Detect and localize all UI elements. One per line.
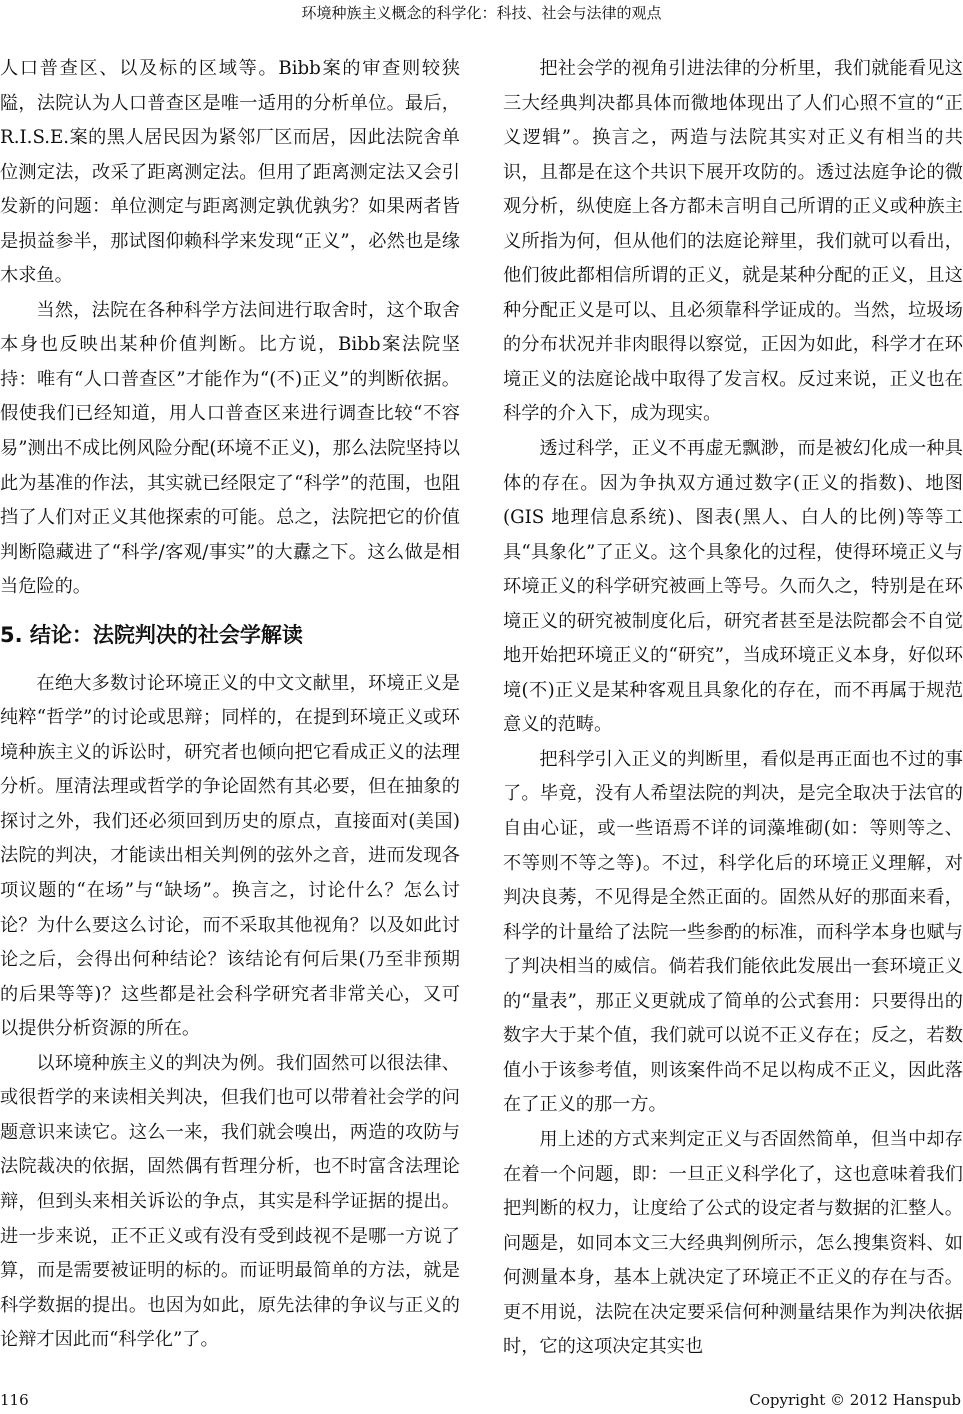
page-footer (0, 1390, 963, 1410)
paragraph: 把社会学的视角引进法律的分析里，我们就能看见这三大经典判决都具体而微地体现出了人们心照不宣的“正义逻辑”。换言之，两造与法院其实对正义有相当的共识，且都是在这个共识下展开攻防的。透过法庭争论的微观分析，纵使庭上各方都未言明自己所谓的正义或种族主义所指为何，但从他们的法庭论辩里，我们就可以看出，他们彼此都相信所谓的正义，就是某种分配的正义，且这种分配正义是可以、且必须靠科学证成的。当然，垃圾场的分布状况并非肉眼得以察觉，正因为如此，科学才在环境正义的法庭论战中取得了发言权。反过来说，正义也在科学的介入下，成为现实。 (503, 58, 963, 425)
section-heading: 5. 结论：法院判决的社会学解读 (0, 622, 303, 647)
paragraph: 以环境种族主义的判决为例。我们固然可以很法律、或很哲学的来读相关判决，但我们也可以带着社会学的问题意识来读它。这么一来，我们就会嗅出，两造的攻防与法院裁决的依据，固然偶有哲理分析，也不时富含法理论辩，但到头来相关诉讼的争点，其实是科学证据的提出。进一步来说，正不正义或有没有受到歧视不是哪一方说了算，而是需要被证明的标的。而证明最简单的方法，就是科学数据的提出。也因为如此，原先法律的争议与正义的论辩才因此而“科学化”了。 (0, 1052, 460, 1351)
page-number: 116 (0, 1391, 29, 1409)
paragraph: 透过科学，正义不再虚无飘渺，而是被幻化成一种具体的存在。因为争执双方通过数字(正义的指数)、地图(GIS 地理信息系统)、图表(黑人、白人的比例)等等工具“具象化”了正义。这个具象化的过程，使得环境正义与环境正义的科学研究被画上等号。久而久之，特别是在环境正义的研究被制度化后，研究者甚至是法院都会不自觉地开始把环境正义的“研究”，当成环境正义本身，好似环境(不)正义是某种客观且具象化的存在，而不再属于规范意义的范畴。 (503, 438, 963, 736)
paragraph: 用上述的方式来判定正义与否固然简单，但当中却存在着一个问题，即：一旦正义科学化了，这也意味着我们把判断的权力，让度给了公式的设定者与数据的汇整人。问题是，如同本文三大经典判例所示，怎么搜集资料、如何测量本身，基本上就决定了环境正不正义的存在与否。更不用说，法院在决定要采信何种测量结果作为判决依据时，它的这项决定其实也 (503, 1128, 963, 1358)
paragraph: 在绝大多数讨论环境正义的中文文献里，环境正义是纯粹“哲学”的讨论或思辩；同样的，在提到环境正义或环境种族主义的诉讼时，研究者也倾向把它看成正义的法理分析。厘清法理或哲学的争论固然有其必要，但在抽象的探讨之外，我们还必须回到历史的原点，直接面对(美国)法院的判决，才能读出相关判例的弦外之音，进而发现各项议题的“在场”与“缺场”。换言之，讨论什么？怎么讨论？为什么要这么讨论，而不采取其他视角？以及如此讨论之后，会得出何种结论？该结论有何后果(乃至非预期的后果等等)？这些都是社会科学研究者非常关心，又可以提供分析资源的所在。 (0, 672, 460, 1040)
right-column (503, 52, 963, 1365)
paragraph: 把科学引入正义的判断里，看似是再正面也不过的事了。毕竟，没有人希望法院的判决，是完全取决于法官的自由心证，或一些语焉不详的词藻堆砌(如：等则等之、不等则不等之等)。不过，科学化后的环境正义理解，对判决良莠，不见得是全然正面的。固然从好的那面来看，科学的计量给了法院一些参酌的标准，而科学本身也赋与了判决相当的威信。倘若我们能依此发展出一套环境正义的“量表”，那正义更就成了简单的公式套用：只要得出的数字大于某个值，我们就可以说不正义存在；反之，若数值小于该参考值，则该案件尚不足以构成不正义，因此落在了正义的那一方。 (503, 748, 963, 1116)
paragraph: 人口普查区、以及标的区域等。Bibb案的审查则较狭隘，法院认为人口普查区是唯一适用的分析单位。最后，R.I.S.E.案的黑人居民因为紧邻厂区而居，因此法院舍单位测定法，改采了距离测定法。但用了距离测定法又会引发新的问题：单位测定与距离测定孰优孰劣？如果两者皆是损益参半，那试图仰赖科学来发现“正义”，必然也是缘木求鱼。 (0, 58, 460, 287)
paragraph: 当然，法院在各种科学方法间进行取舍时，这个取舍本身也反映出某种价值判断。比方说，Bibb案法院坚持：唯有“人口普查区”才能作为“(不)正义”的判断依据。假使我们已经知道，用人口普查区来进行调查比较“不容易”测出不成比例风险分配(环境不正义)，那么法院坚持以此为基准的作法，其实就已经限定了“科学”的范围，也阻挡了人们对正义其他探索的可能。总之，法院把它的价值判断隐藏进了“科学/客观/事实”的大纛之下。这么做是相当危险的。 (0, 299, 460, 598)
left-column (0, 52, 460, 1358)
copyright-notice: Copyright © 2012 Hanspub (749, 1391, 961, 1409)
running-header: 环境种族主义概念的科学化：科技、社会与法律的观点 (301, 4, 662, 22)
